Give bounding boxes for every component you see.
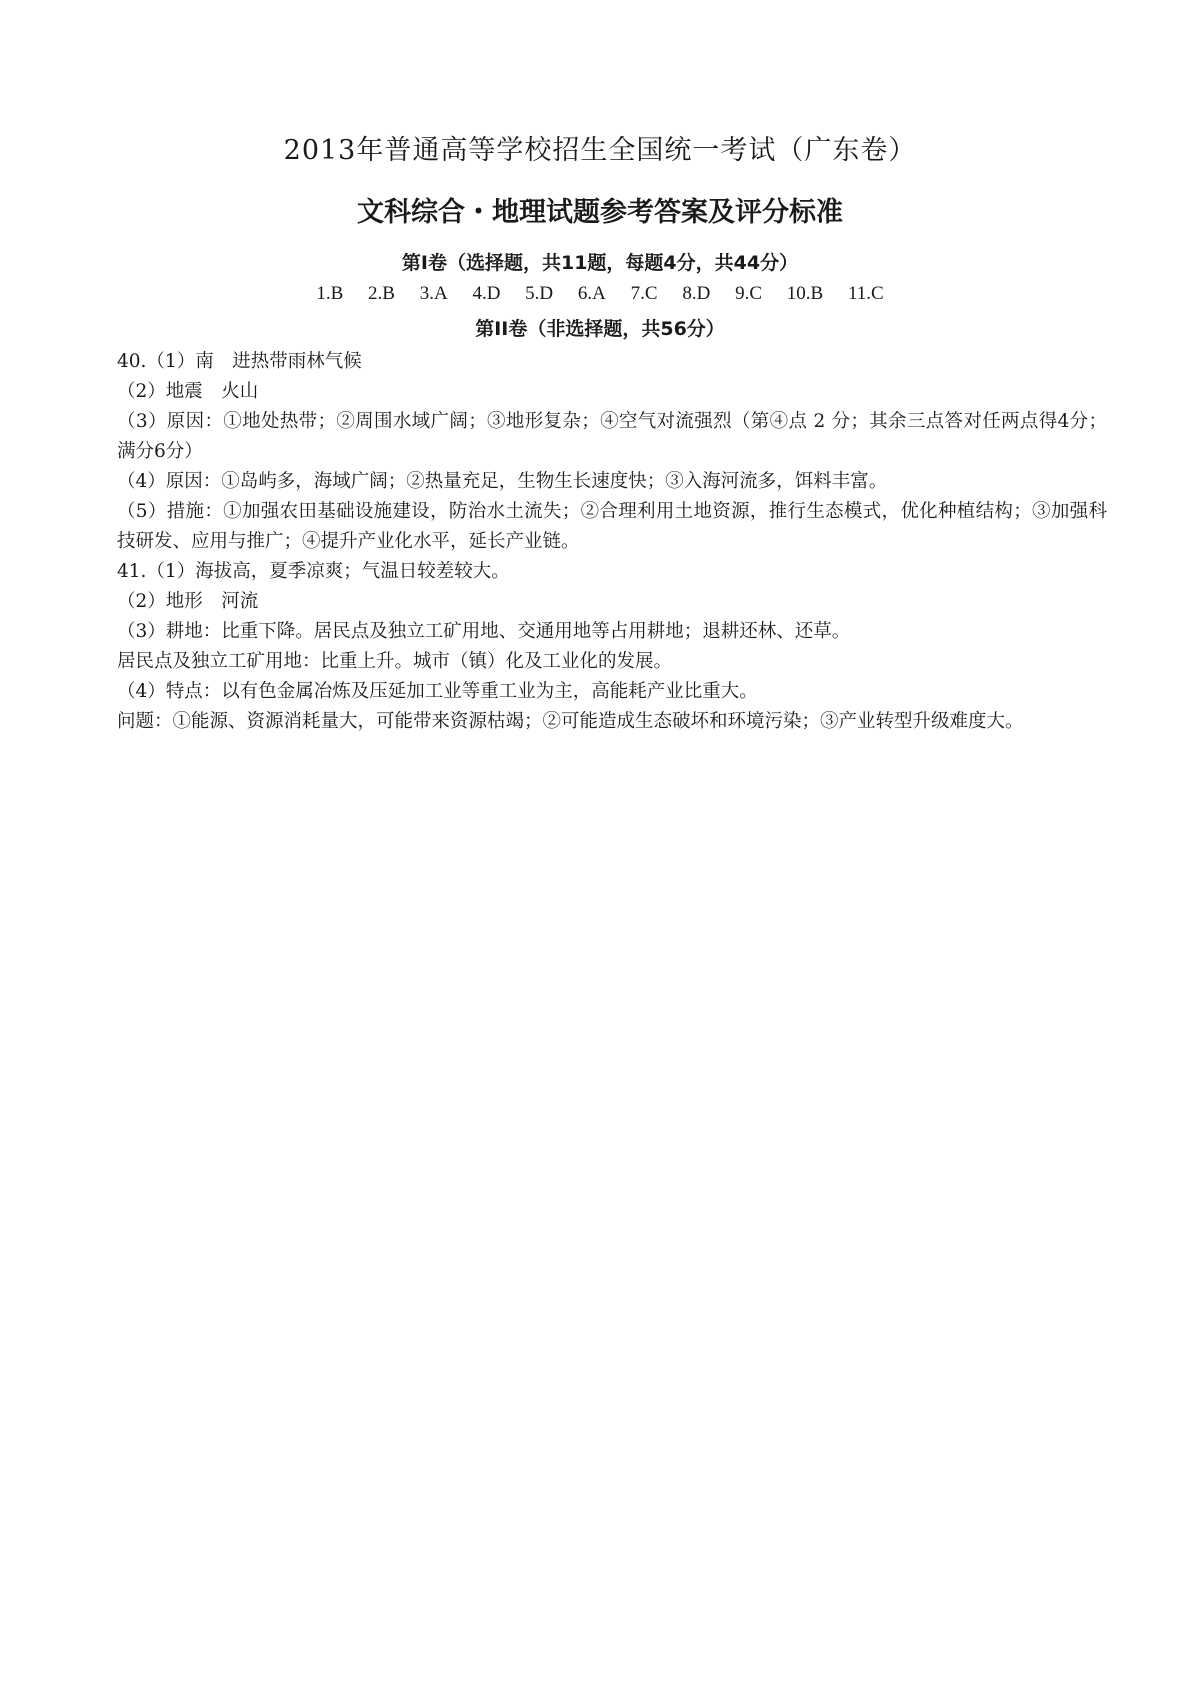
section-1-heading: 第I卷（选择题，共11题，每题4分，共44分） xyxy=(401,252,799,274)
answer-line: 问题：①能源、资源消耗量大，可能带来资源枯竭；②可能造成生态破坏和环境污染；③产业转型升级难度大。 xyxy=(117,711,1024,732)
answer-line: 41.（1）海拔高，夏季凉爽；气温日较差较大。 xyxy=(117,561,510,582)
mc-answer: 6.A xyxy=(577,283,606,304)
mc-answer: 4.D xyxy=(472,283,501,304)
mc-answer: 8.D xyxy=(682,283,711,304)
mc-answer: 9.C xyxy=(735,283,762,304)
mc-answer: 1.B xyxy=(316,283,344,304)
answer-line: 居民点及独立工矿用地：比重上升。城市（镇）化及工业化的发展。 xyxy=(117,651,673,672)
mc-answer: 11.C xyxy=(847,283,884,304)
answer-line: （3）原因：①地处热带；②周围水域广阔；③地形复杂；④空气对流强烈（第④点 2 分；其余三点答对任两点得4分；满分6分） xyxy=(117,411,1107,462)
document-title: 2013年普通高等学校招生全国统一考试（广东卷） xyxy=(283,135,917,166)
mc-answer: 2.B xyxy=(368,283,395,304)
answer-line: 40.（1）南 进热带雨林气候 xyxy=(117,351,362,372)
answer-line: （4）原因：①岛屿多，海域广阔；②热量充足，生物生长速度快；③入海河流多，饵料丰富。 xyxy=(117,471,888,492)
answer-line: （3）耕地：比重下降。居民点及独立工矿用地、交通用地等占用耕地；退耕还林、还草。 xyxy=(117,621,851,642)
answer-line: （2）地震 火山 xyxy=(117,381,259,402)
mc-answer: 3.A xyxy=(419,283,448,304)
answer-line: （4）特点：以有色金属冶炼及压延加工业等重工业为主，高能耗产业比重大。 xyxy=(117,681,758,702)
document-subtitle: 文科综合・地理试题参考答案及评分标准 xyxy=(357,197,843,228)
mc-answer: 7.C xyxy=(630,283,658,304)
multiple-choice-answers xyxy=(0,283,1200,305)
section-2-heading: 第II卷（非选择题，共56分） xyxy=(475,318,725,340)
mc-answer: 10.B xyxy=(786,283,824,304)
answer-body xyxy=(117,347,1107,737)
mc-answer: 5.D xyxy=(525,283,554,304)
answer-line: （2）地形 河流 xyxy=(117,591,259,612)
answer-line: （5）措施：①加强农田基础设施建设，防治水土流失；②合理利用土地资源，推行生态模式，优化种植结构；③加强科技研发、应用与推广；④提升产业化水平，延长产业链。 xyxy=(117,501,1107,552)
